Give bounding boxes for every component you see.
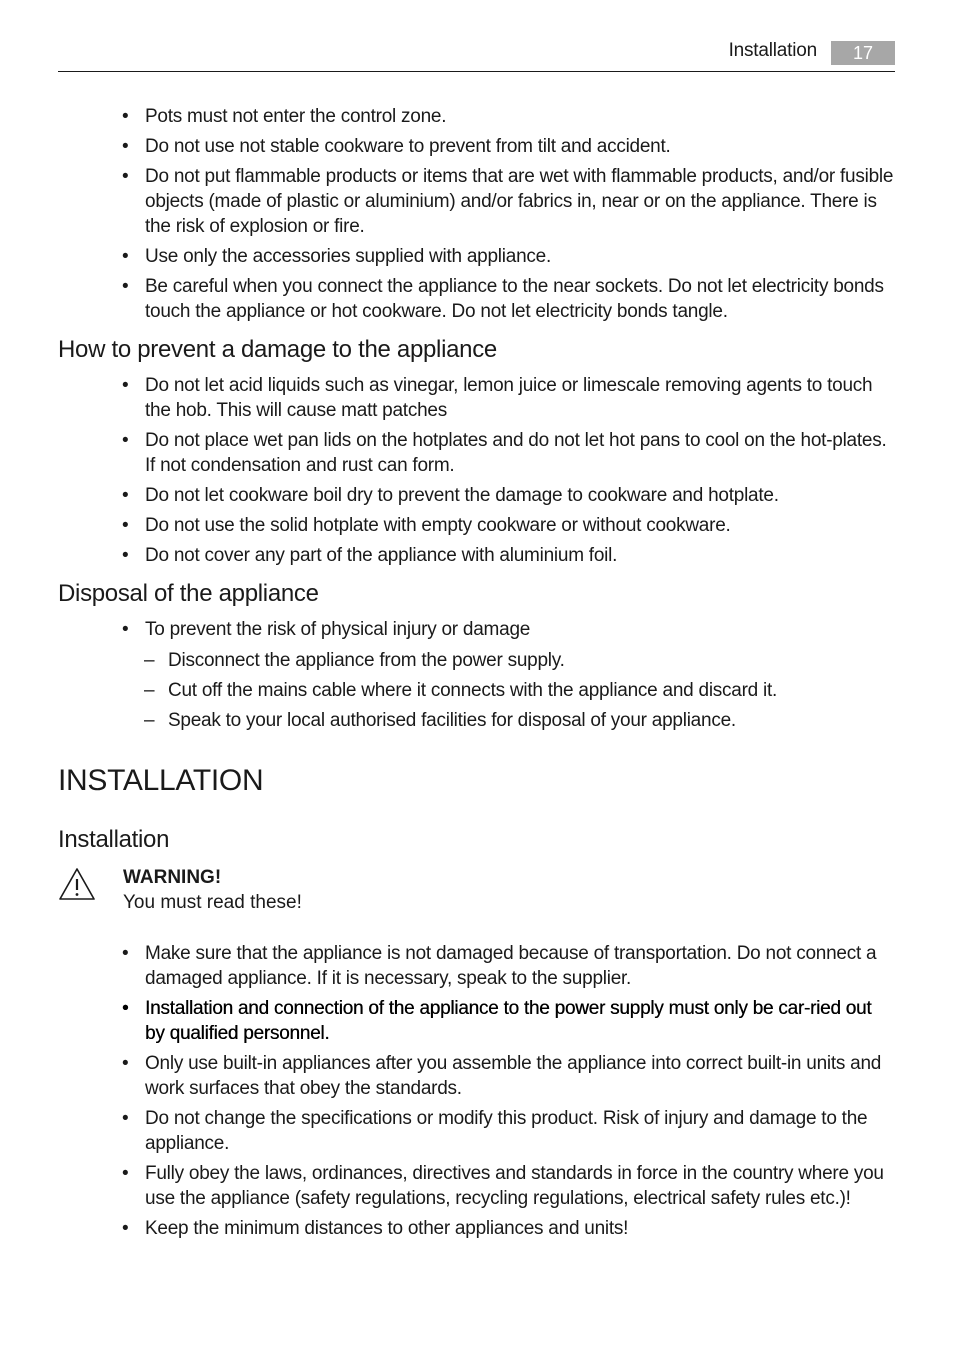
list-item: • Installation and connection of the appliance to the power supply must only be car-ried out by qualified personnel.: [0, 996, 954, 1046]
list-item: • Make sure that the appliance is not damaged because of transportation. Do not connect a damaged appliance. If it is necessary, speak to the supplier.: [0, 941, 954, 991]
list-item: • Fully obey the laws, ordinances, directives and standards in force in the country where you use the appliance (safety regulations, recycling regulations, electrical safety rules etc.)!: [0, 1161, 954, 1211]
list-item: • Pots must not enter the control zone.: [0, 104, 954, 129]
disposal-steps-list: [0, 648, 954, 733]
list-item: • Do not let acid liquids such as vinegar, lemon juice or limescale removing agents to touch the hob. This will cause matt patches: [0, 373, 954, 423]
disposal-list: [0, 617, 954, 642]
list-item: • Do not use the solid hotplate with empty cookware or without cookware.: [0, 513, 954, 538]
page-content: [0, 104, 954, 1246]
warning-text: You must read these!: [123, 892, 302, 913]
list-item: • Do not put flammable products or items that are wet with flammable products, and/or fusible objects (made of plastic or aluminium) and/or fabrics in, near or on the appliance. There is the risk of explosion or fire.: [0, 164, 954, 239]
list-item: • Use only the accessories supplied with appliance.: [0, 244, 954, 269]
warning-box: [0, 865, 954, 919]
section-heading-installation: Installation: [58, 826, 170, 853]
list-item: – Cut off the mains cable where it connects with the appliance and discard it.: [0, 678, 954, 703]
installation-list: [0, 941, 954, 1241]
list-item: • Do not let cookware boil dry to prevent the damage to cookware and hotplate.: [0, 483, 954, 508]
section-heading-prevent-damage: How to prevent a damage to the appliance: [58, 336, 497, 363]
section-heading-disposal: Disposal of the appliance: [58, 580, 319, 607]
prevent-damage-list: [0, 373, 954, 568]
list-item: • To prevent the risk of physical injury or damage: [0, 617, 954, 642]
header-section-title: Installation: [728, 40, 817, 61]
list-item: • Do not cover any part of the appliance with aluminium foil.: [0, 543, 954, 568]
list-item: • Do not change the specifications or modify this product. Risk of injury and damage to the appliance.: [0, 1106, 954, 1156]
warning-title: WARNING!: [123, 867, 222, 888]
intro-bullet-list: [0, 104, 954, 324]
warning-triangle-icon: [58, 867, 96, 901]
list-item: – Disconnect the appliance from the power supply.: [0, 648, 954, 673]
page-header: [58, 38, 895, 72]
list-item: • Do not use not stable cookware to prevent from tilt and accident.: [0, 134, 954, 159]
list-item: • Keep the minimum distances to other appliances and units!: [0, 1216, 954, 1241]
list-item: • Do not place wet pan lids on the hotplates and do not let hot pans to cool on the hot-plates. If not condensation and rust can form.: [0, 428, 954, 478]
list-item: • Be careful when you connect the appliance to the near sockets. Do not let electricity bonds touch the appliance or hot cookware. Do not let electricity bonds tangle.: [0, 274, 954, 324]
list-item: • Only use built-in appliances after you assemble the appliance into correct built-in units and work surfaces that obey the standards.: [0, 1051, 954, 1101]
page-number: 17: [831, 41, 895, 65]
chapter-title: INSTALLATION: [58, 764, 264, 797]
list-item: – Speak to your local authorised facilities for disposal of your appliance.: [0, 708, 954, 733]
